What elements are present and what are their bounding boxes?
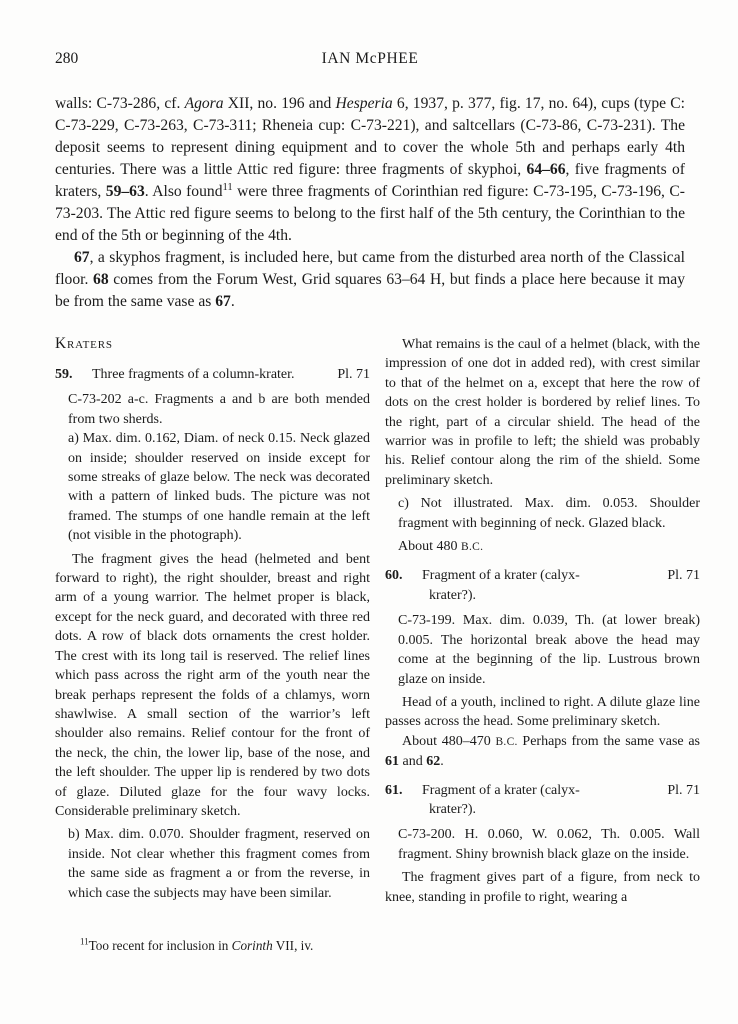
text-run: . Also found <box>144 183 223 200</box>
text-run: a) Max. dim. 0.162, Diam. of neck 0.15. Neck glazed on inside; shoulder reserved on inside except for some streaks of glaze below. The neck was decorated with a pattern of linked buds. The picture was not framed. The stumps of one handle remain at the left (not visible in the photograph). <box>68 431 370 544</box>
text-run: . <box>440 754 444 770</box>
text-run: Too recent for inclusion in <box>88 938 232 953</box>
right-column <box>385 335 700 957</box>
entry-header-row <box>385 781 700 800</box>
page-number: 280 <box>55 50 79 67</box>
entry-header-row <box>385 566 700 585</box>
entry-header-row <box>55 365 370 384</box>
entry-title: Three fragments of a column-krater. <box>92 367 295 382</box>
catalog-paragraph <box>398 825 700 864</box>
text-run: c) Not illustrated. Max. dim. 0.053. Shoulder fragment with beginning of neck. Glazed black. <box>398 496 700 531</box>
plate-reference: Pl. 71 <box>667 782 700 798</box>
catalog-entry-60 <box>385 566 700 605</box>
text-run: 67 <box>74 249 90 266</box>
text-run: Agora <box>184 95 224 112</box>
text-run: The fragment gives part of a figure, from neck to knee, standing in profile to right, wearing a <box>385 870 700 905</box>
catalog-paragraph <box>398 494 700 533</box>
text-run: , five fragments of kraters, <box>55 161 685 200</box>
text-run: , a skyphos fragment, is included here, but came from the disturbed area north of the Classical floor. <box>55 249 685 288</box>
text-run: were three fragments of Corinthian red figure: C-73-195, C-73-196, C-73-203. The Attic red figure seems to belong to the first half of the 5th century, the Corinthian to the end of the 5th or beginning of the 4th. <box>55 183 685 244</box>
entry-title-continued: krater?). <box>429 801 477 817</box>
right-column-blocks <box>385 335 700 907</box>
left-column <box>55 335 370 957</box>
intro-paragraph-2 <box>55 247 685 313</box>
text-run: XII, no. 196 and <box>223 95 336 112</box>
catalog-paragraph <box>385 335 700 490</box>
text-run: About 480 <box>398 539 461 555</box>
entry-number: 61. <box>385 782 403 798</box>
text-run: Hesperia <box>335 95 393 112</box>
text-run: comes from the Forum West, Grid squares 63–64 H, but finds a place here because it may be from the same vase as <box>55 271 686 310</box>
section-heading: Kraters <box>55 335 113 352</box>
text-run: and <box>399 754 427 770</box>
text-run: 68 <box>93 271 109 288</box>
page-header <box>55 50 685 72</box>
text-run: 11 <box>222 181 233 193</box>
text-run: C-73-200. H. 0.060, W. 0.062, Th. 0.005. Wall fragment. Shiny brownish black glaze on the inside. <box>398 827 700 862</box>
text-run: . <box>230 293 235 310</box>
text-run: 6, 1937, p. 377, fig. 17, no. 64), cups (type C: C-73-229, C-73-263, C-73-311; Rheneia cup: C-73-221), and saltcellars (C-73-86, C-73-231). The deposit seems to represent dining equipment and to cover the whole 5th and perhaps early 4th centuries. There was a little Attic red figure: three fragments of skyphoi, <box>55 95 685 178</box>
two-column-section <box>55 335 700 957</box>
text-run: 62 <box>426 754 441 770</box>
intro-section <box>55 93 685 313</box>
text-run: 67 <box>215 293 231 310</box>
text-run: B.C. <box>461 541 484 554</box>
entry-number: 60. <box>385 568 403 584</box>
catalog-paragraph <box>68 390 370 429</box>
catalog-paragraph <box>68 825 370 903</box>
left-column-blocks <box>55 335 370 903</box>
text-run: VII, iv. <box>272 938 314 953</box>
text-run: C-73-202 a-c. Fragments a and b are both mended from two sherds. <box>68 392 370 427</box>
plate-reference: Pl. 71 <box>337 367 370 382</box>
catalog-paragraph <box>398 611 700 689</box>
text-run: What remains is the caul of a helmet (black, with the impression of one dot in added red), with crest similar to that of the helmet on a, except that here the row of dots on the crest holder is bordered by relief lines. To the right, part of a circular shield. The head of the warrior was in profile to left; the shield was probably his. Relief contour along the rim of the shield. Some preliminary sketch. <box>385 337 700 488</box>
text-run: 61 <box>385 754 399 770</box>
text-run: C-73-199. Max. dim. 0.039, Th. (at lower break) 0.005. The horizontal break above the head may come at the beginning of the lip. Lustrous brown glaze on inside. <box>398 613 700 687</box>
footnote-marker: 11 <box>80 936 89 947</box>
text-run: walls: C-73-286, cf. <box>55 95 185 112</box>
catalog-entry-61 <box>385 781 700 820</box>
text-run: 64–66 <box>526 161 566 178</box>
catalog-paragraph <box>398 537 700 557</box>
text-run: Perhaps from the same vase as <box>517 733 700 749</box>
text-run: 59–63 <box>105 183 145 200</box>
entry-title: Fragment of a krater (calyx- <box>422 568 580 584</box>
catalog-paragraph <box>55 550 370 822</box>
text-run: Corinth <box>231 938 273 953</box>
text-run: About 480–470 <box>402 733 496 749</box>
catalog-paragraph <box>385 868 700 907</box>
text-run: The fragment gives the head (helmeted and bent forward to right), the right shoulder, breast and right arm of a young warrior. The helmet proper is black, except for the neck guard, and decorated with three red dots. A row of black dots ornaments the crest holder. The crest with its long tail is reserved. The relief lines which pass across the right arm of the youth near the break perhaps represent the folds of a chlamys, worn shawlwise. A small section of the warrior’s left shoulder also remains. Relief contour for the front of the neck, the chin, the lower lip, base of the nose, and the left shoulder. The upper lip is rendered by two dots of glaze. Diluted glaze for the four wavy locks. Considerable preliminary sketch. <box>55 551 370 819</box>
text-run: b) Max. dim. 0.070. Shoulder fragment, reserved on inside. Not clear whether this fragment comes from the same side as fragment a or from the reverse, in which case the subjects may have been similar. <box>68 827 370 901</box>
intro-paragraph-1 <box>55 93 685 247</box>
catalog-entry-59 <box>55 365 370 384</box>
entry-number: 59. <box>55 367 73 382</box>
running-title: IAN McPHEE <box>321 50 419 67</box>
footnote <box>55 937 370 957</box>
catalog-paragraph <box>385 693 700 732</box>
text-run: B.C. <box>495 735 518 748</box>
entry-title: Fragment of a krater (calyx- <box>422 782 580 798</box>
text-run: Head of a youth, inclined to right. A dilute glaze line passes across the head. Some preliminary sketch. <box>385 694 700 730</box>
footnote-text <box>89 938 314 953</box>
catalog-paragraph <box>385 732 700 772</box>
catalog-paragraph <box>68 429 370 545</box>
plate-reference: Pl. 71 <box>667 568 700 584</box>
entry-title-continued: krater?). <box>429 587 477 603</box>
